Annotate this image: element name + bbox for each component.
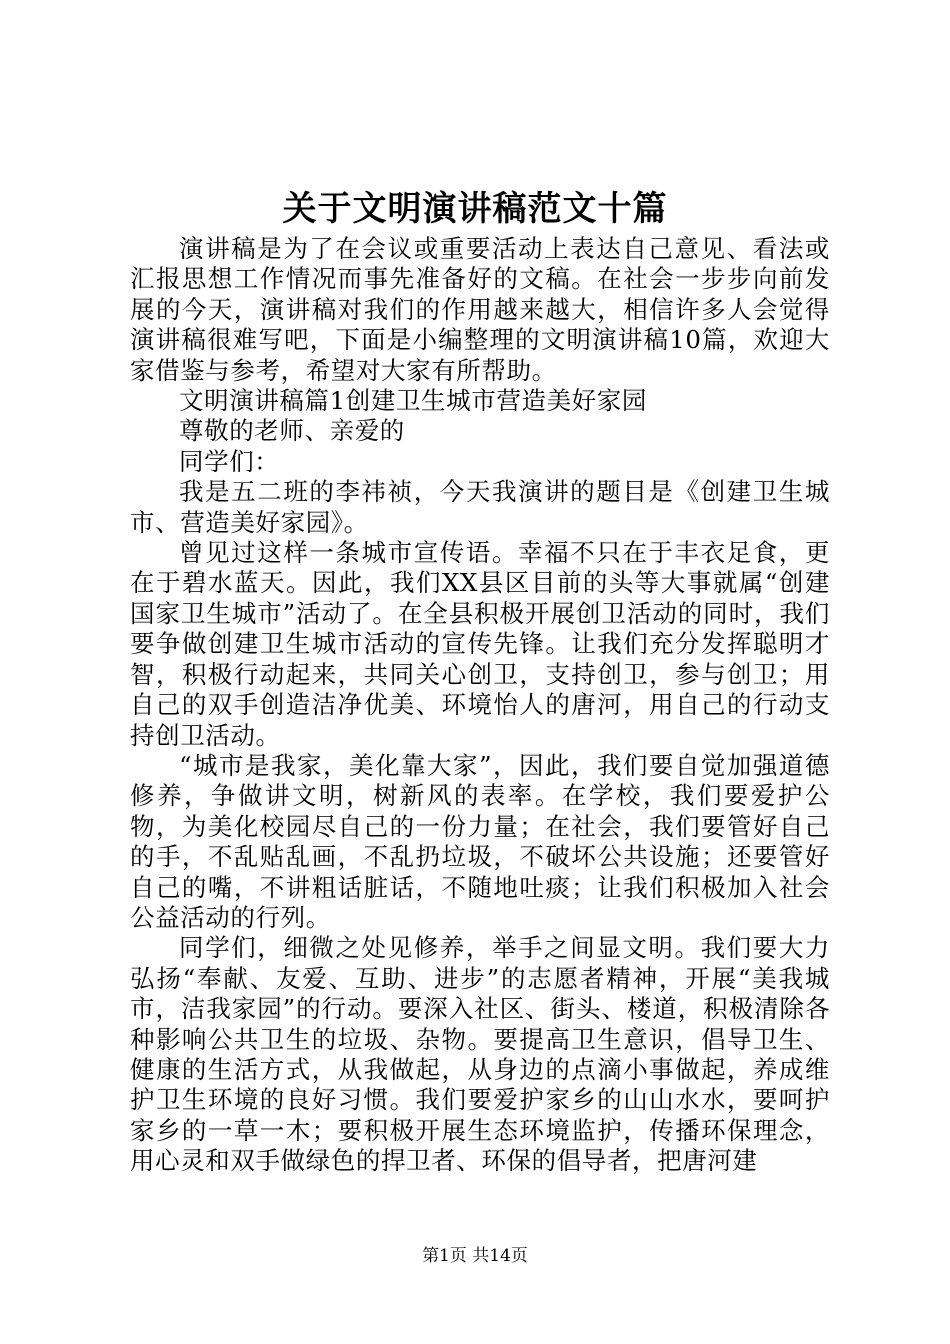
paragraph-section-heading: 文明演讲稿篇1创建卫生城市营造美好家园 — [179, 386, 647, 416]
paragraph-intro: 演讲稿是为了在会议或重要活动上表达自己意见、看法或汇报思想工作情况而事先准备好的文稿。在社会一步步向前发展的今天，演讲稿对我们的作用越来越大，相信许多人会觉得演讲稿很难写吧，下面是小编整理的文明演讲稿10篇，欢迎大家借鉴与参考，希望对大家有所帮助。 — [130, 234, 830, 385]
document-body — [130, 234, 830, 1177]
paragraph-self-introduction: 我是五二班的李祎祯，今天我演讲的题目是《创建卫生城市、营造美好家园》。 — [130, 477, 830, 537]
paragraph-salutation: 尊敬的老师、亲爱的 — [179, 416, 405, 446]
paragraph-body-2: “城市是我家，美化靠大家”，因此，我们要自觉加强道德修养，争做讲文明，树新风的表率。在学校，我们要爱护公物，为美化校园尽自己的一份力量；在社会，我们要管好自己的手，不乱贴乱画，不乱扔垃圾，不破坏公共设施；还要管好自己的嘴，不讲粗话脏话，不随地吐痰；让我们积极加入社会公益活动的行列。 — [130, 750, 830, 932]
paragraph-body-1: 曾见过这样一条城市宣传语。幸福不只在于丰衣足食，更在于碧水蓝天。因此，我们XX县区目前的头等大事就属“创建国家卫生城市”活动了。在全县积极开展创卫活动的同时，我们要争做创建卫生城市活动的宣传先锋。让我们充分发挥聪明才智，积极行动起来，共同关心创卫，支持创卫，参与创卫；用自己的双手创造洁净优美、环境怡人的唐河，用自己的行动支持创卫活动。 — [130, 538, 830, 750]
page-footer: 第1页 共14页 — [422, 1246, 528, 1266]
document-title: 关于文明演讲稿范文十篇 — [282, 189, 668, 229]
paragraph-body-3: 同学们，细微之处见修养，举手之间显文明。我们要大力弘扬“奉献、友爱、互助、进步”的志愿者精神，开展“美我城市，洁我家园”的行动。要深入社区、街头、楼道，积极清除各种影响公共卫生的垃圾、杂物。要提高卫生意识，倡导卫生、健康的生活方式，从我做起，从身边的点滴小事做起，养成维护卫生环境的良好习惯。我们要爱护家乡的山山水水，要呵护家乡的一草一木；要积极开展生态环境监护，传播环保理念，用心灵和双手做绿色的捍卫者、环保的倡导者，把唐河建 — [130, 933, 830, 1176]
paragraph-salutation-continued: 同学们： — [179, 446, 280, 476]
